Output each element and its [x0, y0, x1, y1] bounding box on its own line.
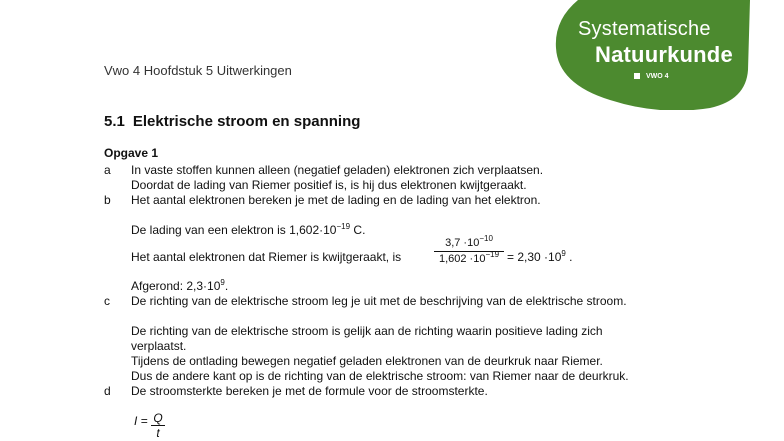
- item-label-c: c: [104, 294, 110, 308]
- item-label-d: d: [104, 384, 111, 398]
- current-formula: [134, 411, 163, 440]
- brand-line1: Systematische: [578, 18, 711, 40]
- answer-b-charge: De lading van een elektron is $1,602\cdot 10^{-19}$ C.: [131, 222, 366, 237]
- formula-lhs: I =: [134, 414, 148, 428]
- answer-b-rounded: Afgerond: $2,3\cdot 10^9$.: [131, 278, 229, 293]
- answer-b-line1: Het aantal elektronen bereken je met de lading en de lading van het elektron.: [131, 193, 541, 207]
- electron-fraction: [434, 234, 504, 265]
- formula-numerator: Q: [153, 411, 163, 425]
- section-number: 5.1: [104, 113, 125, 130]
- formula-fraction: [151, 411, 165, 440]
- answer-c-line3: verplaatst.: [131, 339, 187, 353]
- square-icon: [634, 73, 640, 79]
- section-title: Elektrische stroom en spanning: [132, 113, 361, 130]
- answer-c-line5: Dus de andere kant op is de richting van de elektrische stroom: van Riemer naar de deurkruk.: [131, 369, 629, 383]
- answer-c-line1: De richting van de elektrische stroom leg je uit met de beschrijving van de elektrische stroom.: [131, 294, 627, 308]
- page-header: Vwo 4 Hoofdstuk 5 Uitwerkingen: [104, 63, 292, 78]
- brand-badge: [550, 0, 784, 110]
- item-label-a: a: [104, 163, 111, 177]
- opgave-title: Opgave 1: [104, 146, 159, 160]
- brand-edition: VWO 4: [646, 73, 669, 80]
- answer-a-line2: Doordat de lading van Riemer positief is, is hij dus elektronen kwijtgeraakt.: [131, 178, 527, 192]
- fraction-numerator: $3,7 \cdot 10^{-10}$: [445, 234, 493, 249]
- answer-d-line1: De stroomsterkte bereken je met de formule voor de stroomsterkte.: [131, 384, 488, 398]
- fraction-result: = $2,30 \cdot 10^9$ .: [507, 249, 573, 264]
- answer-c-line2: De richting van de elektrische stroom is gelijk aan de richting waarin positieve lading zich: [131, 324, 603, 338]
- answer-c-line4: Tijdens de ontlading bewegen negatief geladen elektronen van de deurkruk naar Riemer.: [131, 354, 603, 368]
- item-label-b: b: [104, 193, 111, 207]
- brand-line2: Natuurkunde: [595, 42, 733, 67]
- fraction-denominator: $1,602 \cdot 10^{-19}$: [438, 250, 500, 265]
- formula-denominator: t: [156, 426, 160, 440]
- answer-b-count: Het aantal elektronen dat Riemer is kwijtgeraakt, is: [131, 250, 402, 264]
- answer-a-line1: In vaste stoffen kunnen alleen (negatief geladen) elektronen zich verplaatsen.: [131, 163, 544, 177]
- section-heading: [104, 113, 360, 130]
